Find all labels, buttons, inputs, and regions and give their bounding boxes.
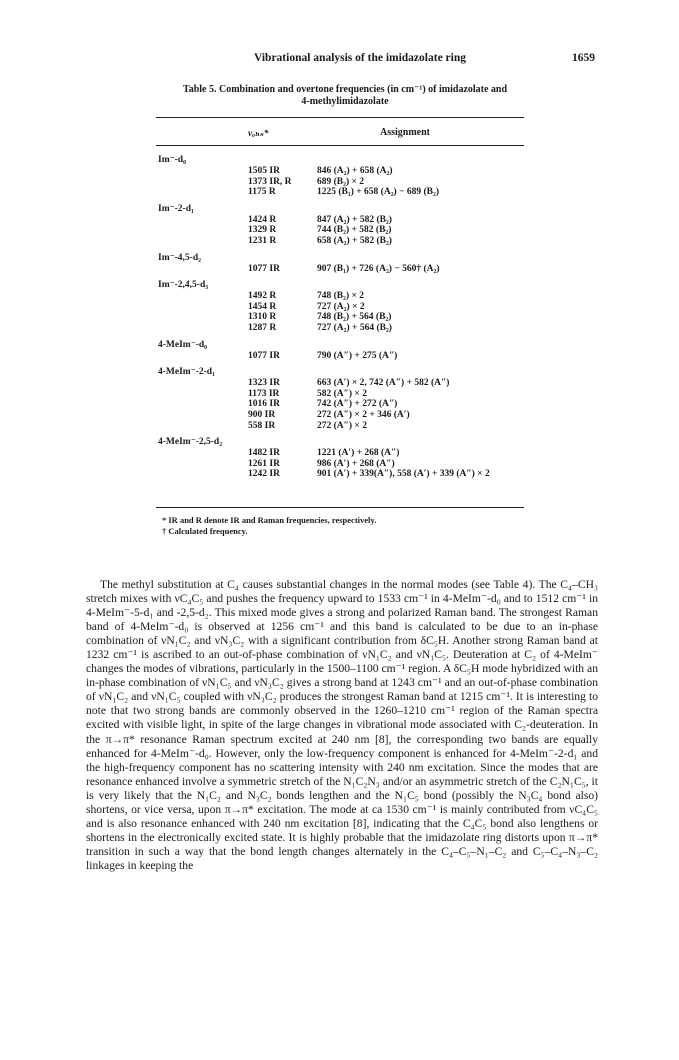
frequency-cell: 558 IR: [248, 420, 276, 431]
table-row: [156, 236, 524, 247]
table-body: [156, 155, 524, 480]
table-row: [156, 389, 524, 400]
frequency-cell: 1373 IR, R: [248, 176, 292, 187]
table-row: [156, 291, 524, 302]
frequency-cell: 1016 IR: [248, 399, 280, 410]
frequency-cell: 1173 IR: [248, 388, 280, 399]
table-row: [156, 177, 524, 188]
table-bottom-rule: [156, 507, 524, 508]
frequency-cell: 1454 R: [248, 301, 277, 312]
frequency-cell: 900 IR: [248, 409, 276, 420]
assignment-cell: 663 (A′) × 2, 742 (A″) + 582 (A″): [317, 378, 450, 389]
frequency-cell: 1077 IR: [248, 263, 280, 274]
assignment-cell: 847 (A₂) + 582 (B₂): [317, 214, 392, 225]
assignment-cell: 727 (A₂) + 564 (B₂): [317, 322, 392, 333]
table-row: [156, 448, 524, 459]
assignment-cell: 907 (B₁) + 726 (A₂) − 560† (A₂): [317, 263, 440, 274]
table-row: [156, 312, 524, 323]
assignment-cell: 790 (A″) + 275 (A″): [317, 350, 398, 361]
assignment-cell: 1225 (B₁) + 658 (A₂) − 689 (B₂): [317, 187, 440, 198]
table-row: [156, 459, 524, 470]
frequency-cell: 1231 R: [248, 235, 277, 246]
frequency-cell: 1077 IR: [248, 350, 280, 361]
frequency-cell: 1287 R: [248, 322, 277, 333]
assignment-cell: 901 (A′) + 339(A″), 558 (A′) + 339 (A″) × 2: [317, 469, 490, 480]
assignment-cell: 689 (B₂) × 2: [317, 176, 365, 187]
frequency-cell: 1261 IR: [248, 458, 280, 469]
table-caption-line-2: 4-methylimidazolate: [301, 96, 389, 107]
table-group-label: 4-MeIm⁻-2-d₁: [158, 367, 215, 378]
assignment-cell: 658 (A₂) + 582 (B₂): [317, 235, 392, 246]
assignment-cell: 742 (A″) + 272 (A″): [317, 399, 398, 410]
table-group-label: Im⁻-4,5-d₂: [158, 252, 201, 263]
frequency-cell: 1492 R: [248, 291, 277, 302]
assignment-cell: 272 (A″) × 2: [317, 420, 367, 431]
table-group-label: Im⁻-2-d₁: [158, 203, 194, 214]
table-group-label: Im⁻-2,4,5-d₃: [158, 280, 209, 291]
assignment-cell: 748 (B₂) × 2: [317, 291, 365, 302]
table-row: [156, 399, 524, 410]
table-row: [156, 302, 524, 313]
table-row: [156, 410, 524, 421]
footnote-calculated: † Calculated frequency.: [162, 526, 248, 536]
table-group-label: 4-MeIm⁻-d₀: [158, 339, 208, 350]
assignment-cell: 748 (B₂) + 564 (B₂): [317, 312, 392, 323]
body-text: [86, 578, 598, 873]
frequency-cell: 1323 IR: [248, 378, 280, 389]
table-group-label: 4-MeIm⁻-2,5-d₂: [158, 437, 223, 448]
frequency-cell: 1310 R: [248, 312, 277, 323]
table-row: [156, 215, 524, 226]
table-group-label: Im⁻-d₀: [158, 155, 186, 165]
table-top-rule: [156, 117, 524, 118]
table-row: [156, 187, 524, 198]
table-row: [156, 264, 524, 275]
frequency-cell: 1175 R: [248, 187, 276, 198]
assignment-cell: 846 (A₂) + 658 (A₂): [317, 166, 393, 176]
frequency-cell: 1329 R: [248, 225, 277, 236]
assignment-cell: 744 (B₂) + 582 (B₂): [317, 225, 392, 236]
frequency-cell: 1424 R: [248, 214, 277, 225]
page-number: 1659: [572, 52, 595, 64]
frequency-cell: 1242 IR: [248, 469, 280, 480]
assignment-cell: 272 (A″) × 2 + 346 (A′): [317, 409, 410, 420]
table-caption-line-1: Table 5. Combination and overtone frequencies (in cm⁻¹) of imidazolate and: [182, 84, 508, 95]
frequency-cell: 1505 IR: [248, 166, 280, 176]
footnote-ir-raman: * IR and R denote IR and Raman frequencies, respectively.: [162, 515, 377, 525]
col-header-assignment: Assignment: [380, 127, 431, 138]
table-row: [156, 421, 524, 432]
assignment-cell: 727 (A₂) × 2: [317, 301, 365, 312]
table-row: [156, 225, 524, 236]
table-header-rule: [156, 145, 524, 146]
col-header-frequency: νₒₕₛ*: [248, 129, 269, 139]
table-row: [156, 469, 524, 480]
assignment-cell: 582 (A″) × 2: [317, 388, 367, 399]
running-title: Vibrational analysis of the imidazolate ring: [253, 52, 466, 64]
table-row: [156, 166, 524, 177]
table-caption: [160, 84, 530, 108]
assignment-cell: 986 (A′) + 268 (A″): [317, 458, 395, 469]
frequency-cell: 1482 IR: [248, 448, 280, 459]
table-row: [156, 351, 524, 362]
assignment-cell: 1221 (A′) + 268 (A″): [317, 448, 400, 459]
table-row: [156, 378, 524, 389]
body-paragraph: The methyl substitution at C₄ causes substantial changes in the normal modes (see Table 4). The C₄–CH₃ stretch mixes with νC₄C₅ and pushes the frequency upward to 1533 cm⁻¹ in 4-MeIm⁻-d₀ and to 1512 cm⁻¹ in 4-MeIm⁻-5-d₁ and -2,5-d₂. This mixed mode gives a strong and polarized Raman band. The strongest Raman band of 4-MeIm⁻-d₀ is observed at 1256 cm⁻¹ and this band is calculated to be due to an in-phase combination of νN₁C₂ and νN₃C₂ with a significant contribution from δC₅H. Another strong Raman band at 1232 cm⁻¹ is ascribed to an out-of-phase combination of νN₁C₂ and νN₁C₅. Deuteration at C₂ of 4-MeIm⁻ changes the modes of vibrations, particularly in the 1500–1100 cm⁻¹ region. A δC₅H mode hybridized with an in-phase combination of νN₁C₅ and νN₃C₂ gives a strong band at 1243 cm⁻¹ and an out-of-phase combination of νN₁C₂ and νN₁C₅ coupled with νN₃C₂ produces the strongest Raman band at 1215 cm⁻¹. It is interesting to note that two strong bands are commonly observed in the 1260–1210 cm⁻¹ region of the Raman spectra excited with visible light, in spite of the large changes in vibrational mode associated with C₂-deuteration. In the π→π* resonance Raman spectrum excited at 240 nm [8], the corresponding two bands are equally enhanced for 4-MeIm⁻-d₀. However, only the low-frequency component is enhanced for 4-MeIm⁻-2-d₁ and the high-frequency component has no scattering intensity with 240 nm excitation. Since the modes that are resonance enhanced involve a symmetric stretch of the N₁C₂N₃ and/or an asymmetric stretch of the C₂N₁C₅, it is very likely that the N₁C₂ and N₃C₂ bonds lengthen and the N₁C₅ bond (possibly the N₃C₄ bond also) shortens, or vice versa, upon π→π* excitation. The mode at ca 1530 cm⁻¹ is mainly contributed from νC₄C₅ and is also resonance enhanced with 240 nm excitation [8], indicating that the C₄C₅ bond also lengthens or shortens in the electronically excited state. It is highly probable that the imidazolate ring distorts upon π→π* transition in such a way that the bond length changes alternately in the C₄–C₅–N₁–C₂ and C₅–C₄–N₃–C₂ linkages in keeping the: [86, 578, 598, 872]
table-row: [156, 323, 524, 334]
